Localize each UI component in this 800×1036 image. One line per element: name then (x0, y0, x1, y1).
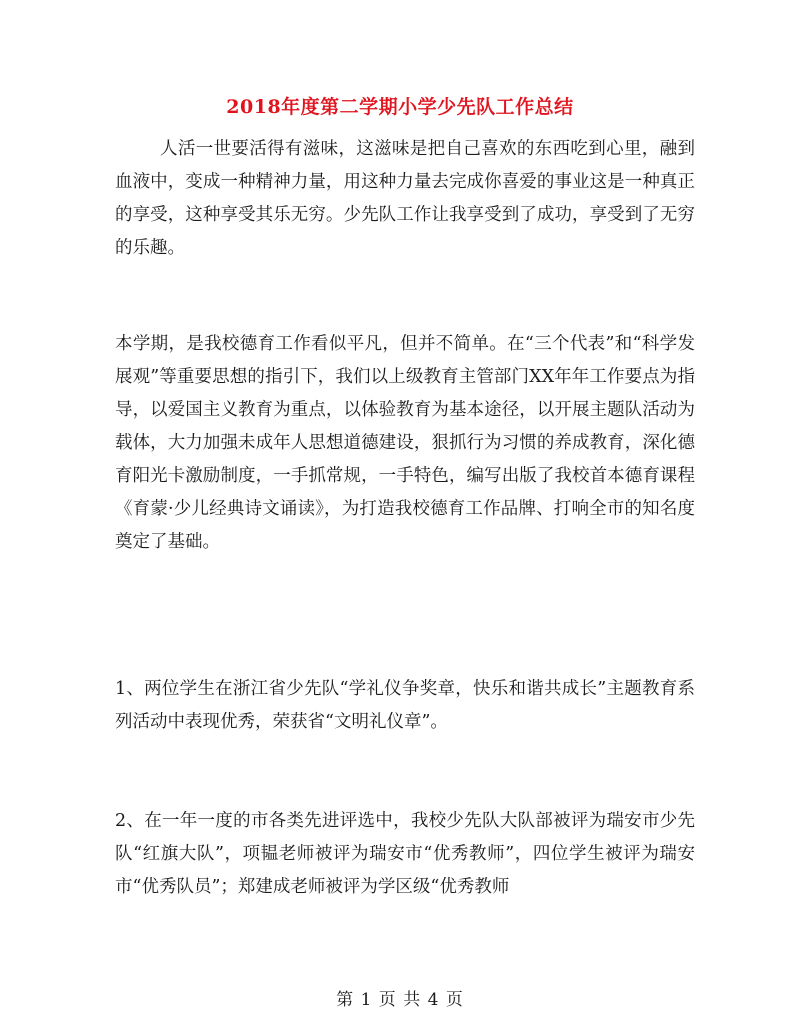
document-title: 2018年度第二学期小学少先队工作总结 (226, 96, 574, 118)
paragraph-intro: 人活一世要活得有滋味，这滋味是把自己喜欢的东西吃到心里，融到血液中，变成一种精神力量，用这种力量去完成你喜爱的事业这是一种真正的享受，这种享受其乐无穷。少先队工作让我享受到了成功，享受到了无穷的乐趣。 (115, 139, 695, 258)
paragraph-achievement-1: 1、两位学生在浙江省少先队“学礼仪争奖章，快乐和谐共成长”主题教育系列活动中表现优秀，荣获省“文明礼仪章”。 (115, 679, 695, 732)
page-footer: 第 1 页 共 4 页 (336, 990, 464, 1010)
paragraph-semester-summary: 本学期，是我校德育工作看似平凡，但并不简单。在“三个代表”和“科学发展观”等重要思想的指引下，我们以上级教育主管部门XX年年工作要点为指导，以爱国主义教育为重点，以体验教育为基本途径，以开展主题队活动为载体，大力加强未成年人思想道德建设，狠抓行为习惯的养成教育，深化德育阳光卡激励制度，一手抓常规，一手特色，编写出版了我校首本德育课程《育蒙·少儿经典诗文诵读》，为打造我校德育工作品牌、打响全市的知名度奠定了基础。 (115, 334, 695, 552)
paragraph-achievement-2: 2、在一年一度的市各类先进评选中，我校少先队大队部被评为瑞安市少先队“红旗大队”，项韫老师被评为瑞安市“优秀教师”，四位学生被评为瑞安市“优秀队员”；郑建成老师被评为学区级“优秀教师 (115, 811, 695, 897)
